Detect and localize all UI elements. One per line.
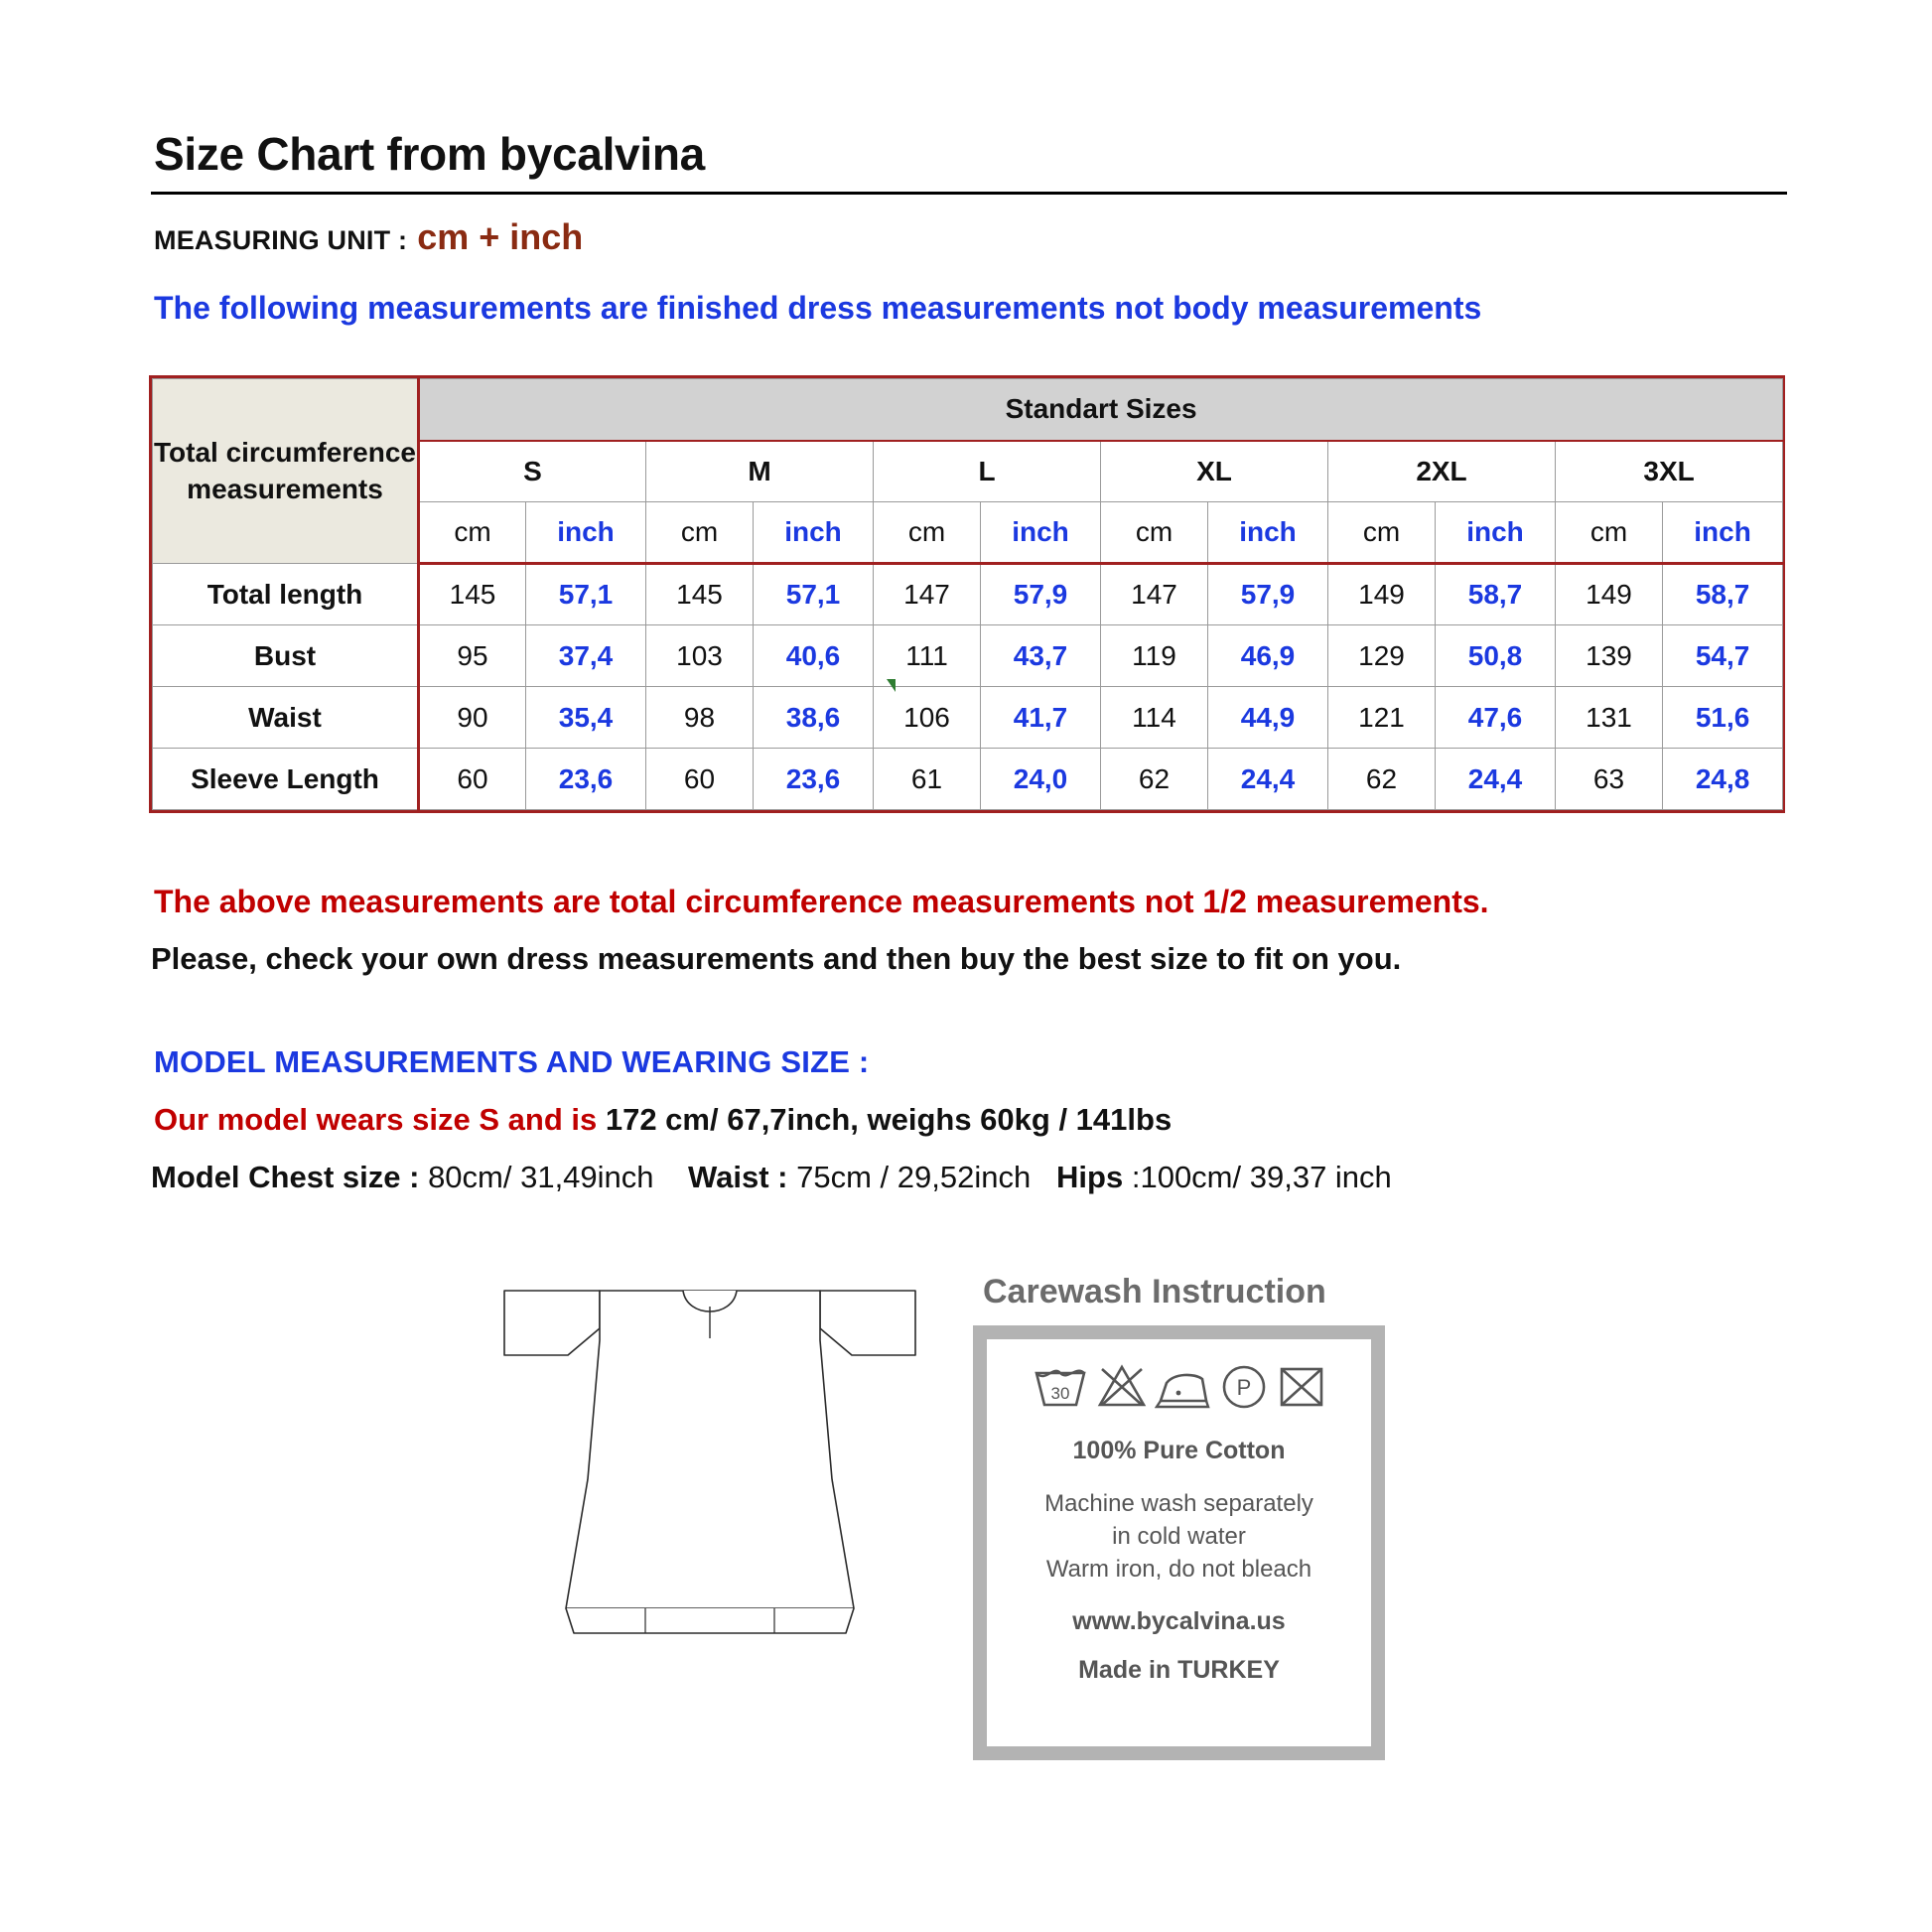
cell-bust-2xl-cm: 129: [1328, 625, 1436, 687]
cell-total-length-3xl-cm: 149: [1556, 564, 1663, 625]
model-hips-label: Hips: [1056, 1160, 1124, 1194]
cell-sleeve-2xl-inch: 24,4: [1436, 749, 1556, 810]
unit-inch-m: inch: [754, 502, 874, 564]
cell-total-length-s-inch: 57,1: [526, 564, 646, 625]
cell-bust-3xl-inch: 54,7: [1663, 625, 1783, 687]
measuring-unit-label: MEASURING UNIT :: [154, 225, 408, 255]
carewash-box: [973, 1325, 1385, 1760]
standart-sizes-header: Standart Sizes: [419, 379, 1783, 441]
cell-total-length-m-inch: 57,1: [754, 564, 874, 625]
cell-sleeve-m-inch: 23,6: [754, 749, 874, 810]
cell-waist-s-cm: 90: [419, 687, 526, 749]
measuring-unit-row: [154, 216, 583, 258]
unit-cm-s: cm: [419, 502, 526, 564]
unit-cm-xl: cm: [1101, 502, 1208, 564]
cell-sleeve-3xl-inch: 24,8: [1663, 749, 1783, 810]
iron-low-icon: [1155, 1361, 1212, 1411]
cell-waist-m-cm: 98: [646, 687, 754, 749]
size-header-3xl: 3XL: [1556, 441, 1783, 502]
row-label-bust: Bust: [153, 625, 419, 687]
model-measurements-line1: [154, 1102, 1172, 1138]
cell-waist-xl-inch: 44,9: [1208, 687, 1328, 749]
cell-sleeve-l-cm: 61: [874, 749, 981, 810]
cell-sleeve-s-inch: 23,6: [526, 749, 646, 810]
carewash-icon-row: [987, 1361, 1371, 1411]
finished-measurements-note: The following measurements are finished dress measurements not body measurements: [154, 290, 1482, 326]
carewash-fabric: 100% Pure Cotton: [1072, 1437, 1286, 1464]
model-hips-value: :100cm/ 39,37 inch: [1131, 1160, 1392, 1194]
cell-total-length-xl-inch: 57,9: [1208, 564, 1328, 625]
unit-inch-l: inch: [981, 502, 1101, 564]
carewash-instructions: [987, 1487, 1371, 1586]
carewash-instruction-line-1: Machine wash separately: [1044, 1490, 1313, 1517]
carewash-website: www.bycalvina.us: [1072, 1607, 1286, 1636]
wash-30-icon: [1032, 1361, 1089, 1411]
circumference-note: The above measurements are total circumference measurements not 1/2 measurements.: [154, 884, 1489, 919]
table-corner-label: Total circumference measurements: [153, 379, 419, 564]
size-header-xl: XL: [1101, 441, 1328, 502]
cell-bust-m-cm: 103: [646, 625, 754, 687]
unit-inch-2xl: inch: [1436, 502, 1556, 564]
unit-inch-s: inch: [526, 502, 646, 564]
dress-line-drawing: [496, 1281, 923, 1708]
cell-waist-2xl-inch: 47,6: [1436, 687, 1556, 749]
svg-text:30: 30: [1050, 1384, 1069, 1403]
carewash-instruction-line-3: Warm iron, do not bleach: [1045, 1556, 1312, 1584]
cell-total-length-l-cm: 147: [874, 564, 981, 625]
model-measurements-heading: MODEL MEASUREMENTS AND WEARING SIZE :: [154, 1044, 870, 1079]
size-header-2xl: 2XL: [1328, 441, 1556, 502]
cell-waist-l-inch: 41,7: [981, 687, 1101, 749]
table-row: [153, 625, 1783, 687]
model-waist-label: Waist :: [688, 1160, 788, 1194]
cell-bust-l-inch: 43,7: [981, 625, 1101, 687]
cell-total-length-3xl-inch: 58,7: [1663, 564, 1783, 625]
professional-clean-p-icon: [1218, 1361, 1270, 1411]
unit-cm-l: cm: [874, 502, 981, 564]
table-header-row-group: [153, 379, 1783, 441]
size-header-l: L: [874, 441, 1101, 502]
svg-text:P: P: [1236, 1375, 1251, 1400]
check-measurements-note: Please, check your own dress measurements and then buy the best size to fit on you.: [151, 941, 1402, 976]
title-divider: [151, 192, 1787, 195]
cell-sleeve-l-inch: 24,0: [981, 749, 1101, 810]
cell-waist-2xl-cm: 121: [1328, 687, 1436, 749]
unit-inch-3xl: inch: [1663, 502, 1783, 564]
size-table-container: [149, 375, 1785, 813]
cell-sleeve-xl-cm: 62: [1101, 749, 1208, 810]
model-chest-value: 80cm/ 31,49inch: [428, 1160, 654, 1194]
cell-bust-xl-cm: 119: [1101, 625, 1208, 687]
cell-bust-m-inch: 40,6: [754, 625, 874, 687]
table-row: [153, 564, 1783, 625]
do-not-bleach-icon: [1095, 1361, 1149, 1411]
size-table: [152, 378, 1783, 810]
carewash-made-in: Made in TURKEY: [1078, 1656, 1280, 1685]
cell-waist-s-inch: 35,4: [526, 687, 646, 749]
cell-bust-2xl-inch: 50,8: [1436, 625, 1556, 687]
model-height-weight: 172 cm/ 67,7inch, weighs 60kg / 141lbs: [605, 1102, 1173, 1137]
row-label-waist: Waist: [153, 687, 419, 749]
model-chest-label: Model Chest size :: [151, 1160, 420, 1194]
cell-total-length-2xl-inch: 58,7: [1436, 564, 1556, 625]
unit-cm-m: cm: [646, 502, 754, 564]
model-wears-size: Our model wears size S and is: [154, 1102, 598, 1137]
unit-cm-2xl: cm: [1328, 502, 1436, 564]
cell-total-length-l-inch: 57,9: [981, 564, 1101, 625]
cell-waist-m-inch: 38,6: [754, 687, 874, 749]
cell-total-length-m-cm: 145: [646, 564, 754, 625]
cell-total-length-2xl-cm: 149: [1328, 564, 1436, 625]
cell-bust-3xl-cm: 139: [1556, 625, 1663, 687]
cell-bust-xl-inch: 46,9: [1208, 625, 1328, 687]
size-header-m: M: [646, 441, 874, 502]
unit-inch-xl: inch: [1208, 502, 1328, 564]
cell-sleeve-3xl-cm: 63: [1556, 749, 1663, 810]
unit-cm-3xl: cm: [1556, 502, 1663, 564]
cell-sleeve-xl-inch: 24,4: [1208, 749, 1328, 810]
cell-sleeve-s-cm: 60: [419, 749, 526, 810]
cell-waist-3xl-cm: 131: [1556, 687, 1663, 749]
table-row: [153, 687, 1783, 749]
cell-sleeve-m-cm: 60: [646, 749, 754, 810]
row-label-total-length: Total length: [153, 564, 419, 625]
cell-waist-l-cm: 106: [874, 687, 981, 749]
green-marker-icon: [887, 679, 896, 692]
cell-sleeve-2xl-cm: 62: [1328, 749, 1436, 810]
carewash-instruction-line-2: in cold water: [1112, 1523, 1246, 1551]
cell-bust-l-cm: 111: [874, 625, 981, 687]
measuring-unit-value: cm + inch: [417, 216, 584, 257]
cell-total-length-xl-cm: 147: [1101, 564, 1208, 625]
cell-total-length-s-cm: 145: [419, 564, 526, 625]
cell-waist-xl-cm: 114: [1101, 687, 1208, 749]
model-waist-value: 75cm / 29,52inch: [796, 1160, 1032, 1194]
table-row: [153, 749, 1783, 810]
page-title: Size Chart from bycalvina: [154, 128, 705, 180]
do-not-tumble-dry-icon: [1276, 1361, 1327, 1411]
row-label-sleeve-length: Sleeve Length: [153, 749, 419, 810]
model-measurements-line2: [151, 1160, 1392, 1195]
cell-bust-s-cm: 95: [419, 625, 526, 687]
cell-bust-s-inch: 37,4: [526, 625, 646, 687]
cell-waist-3xl-inch: 51,6: [1663, 687, 1783, 749]
carewash-title: Carewash Instruction: [983, 1273, 1326, 1311]
size-header-s: S: [419, 441, 646, 502]
